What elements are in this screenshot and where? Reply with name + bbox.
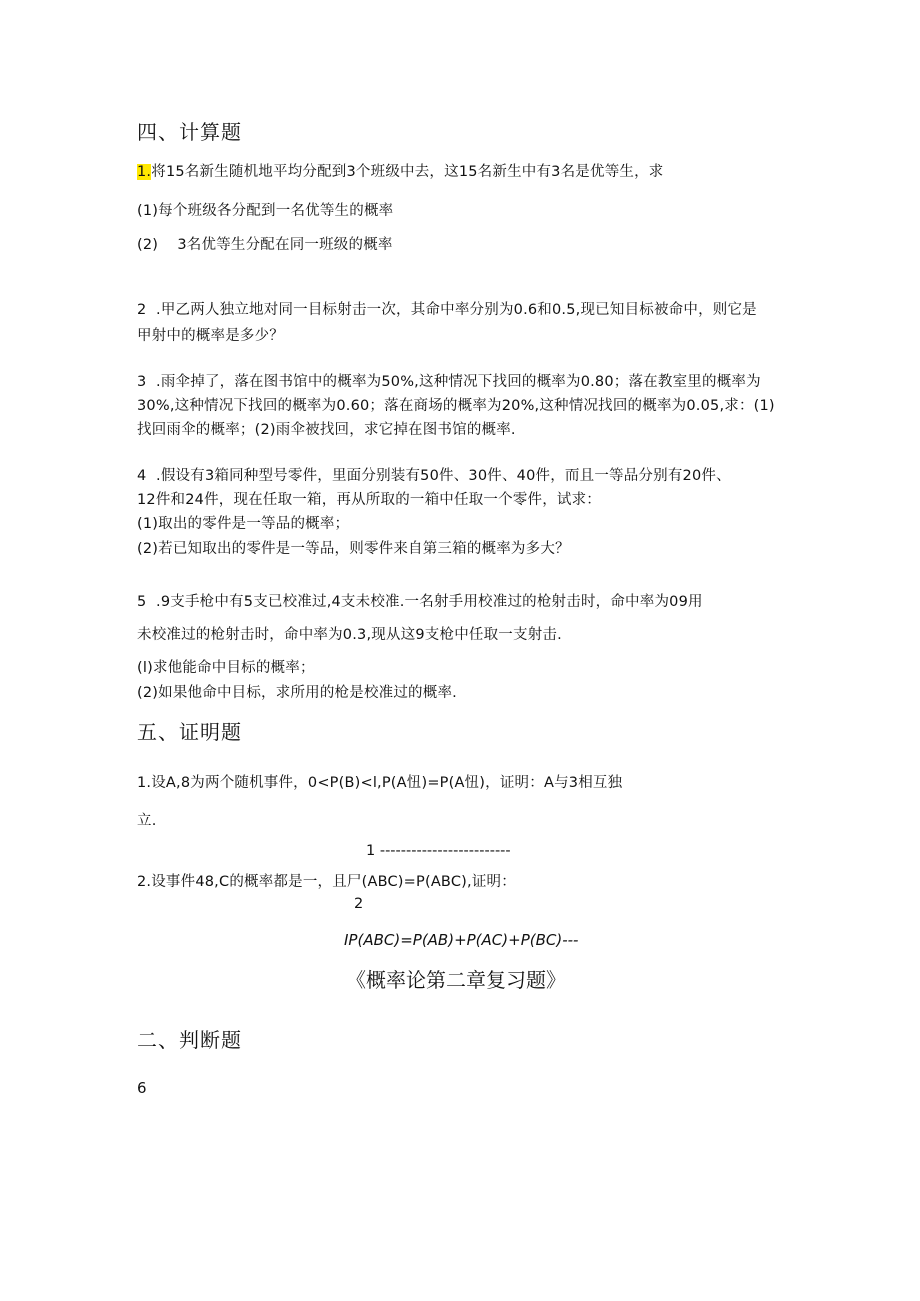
p2-fraction-numerator: 1 -------------------------: [366, 843, 511, 859]
q3-line3: 找回雨伞的概率；(2)雨伞被找回，求它掉在图书馆的概率.: [137, 422, 516, 438]
q4-line1: 4 .假设有3箱同种型号零件，里面分别装有50件、30件、40件，而且一等品分别有20件、: [137, 468, 731, 484]
q4-line3: (1)取出的零件是一等品的概率；: [137, 516, 350, 532]
q3-line1: 3 .雨伞掉了，落在图书馆中的概率为50%,这种情况下找回的概率为0.80；落在教室里的概率为: [137, 374, 761, 390]
section-4-heading: 四、计算题: [137, 120, 242, 144]
q5-line4: (2)如果他命中目标，求所用的枪是校准过的概率.: [137, 685, 457, 701]
q1-sub1: (1)每个班级各分配到一名优等生的概率: [137, 203, 394, 219]
q2-line2: 甲射中的概率是多少？: [137, 328, 284, 344]
q3-line2: 30%,这种情况下找回的概率为0.60；落在商场的概率为20%,这种情况找回的概率为0.05,求：(1): [137, 398, 775, 414]
q4-line4: (2)若已知取出的零件是一等品，则零件来自第三箱的概率为多大？: [137, 541, 570, 557]
q1-stem-line: [137, 160, 664, 181]
p1-line1: 1.设A,8为两个随机事件，0<P(B)<l,P(A忸)=P(A忸)，证明：A与3相互独: [137, 775, 623, 791]
q4-line2: 12件和24件，现在任取一箱，再从所取的一箱中任取一个零件，试求：: [137, 492, 601, 508]
p2-fraction-denominator: 2: [354, 896, 364, 912]
p2-formula: IP(ABC)=P(AB)+P(AC)+P(BC)---: [344, 931, 579, 949]
q1-number-highlight: 1.: [137, 164, 152, 180]
section-2-item: 6: [137, 1079, 147, 1097]
q5-line3: (l)求他能命中目标的概率；: [137, 660, 315, 676]
q5-line2: 未校准过的枪射击时，命中率为0.3,现从这9支枪中任取一支射击.: [137, 627, 562, 643]
q1-stem: 将15名新生随机地平均分配到3个班级中去，这15名新生中有3名是优等生，求: [151, 164, 664, 180]
p2-line: 2.设事件48,C的概率都是一，且尸(ABC)=P(ABC),证明：: [137, 874, 516, 890]
q1-sub2: (2) 3名优等生分配在同一班级的概率: [137, 237, 393, 253]
p1-line2: 立.: [137, 813, 157, 829]
section-5-heading: 五、证明题: [137, 720, 242, 744]
section-2-heading: 二、判断题: [137, 1028, 242, 1052]
chapter-title: 《概率论第二章复习题》: [346, 968, 566, 992]
q2-line1: 2 .甲乙两人独立地对同一目标射击一次，其命中率分别为0.6和0.5,现已知目标被命中，则它是: [137, 302, 757, 318]
q5-line1: 5 .9支手枪中有5支已校准过,4支未校准.一名射手用校准过的枪射击时，命中率为09用: [137, 594, 703, 610]
